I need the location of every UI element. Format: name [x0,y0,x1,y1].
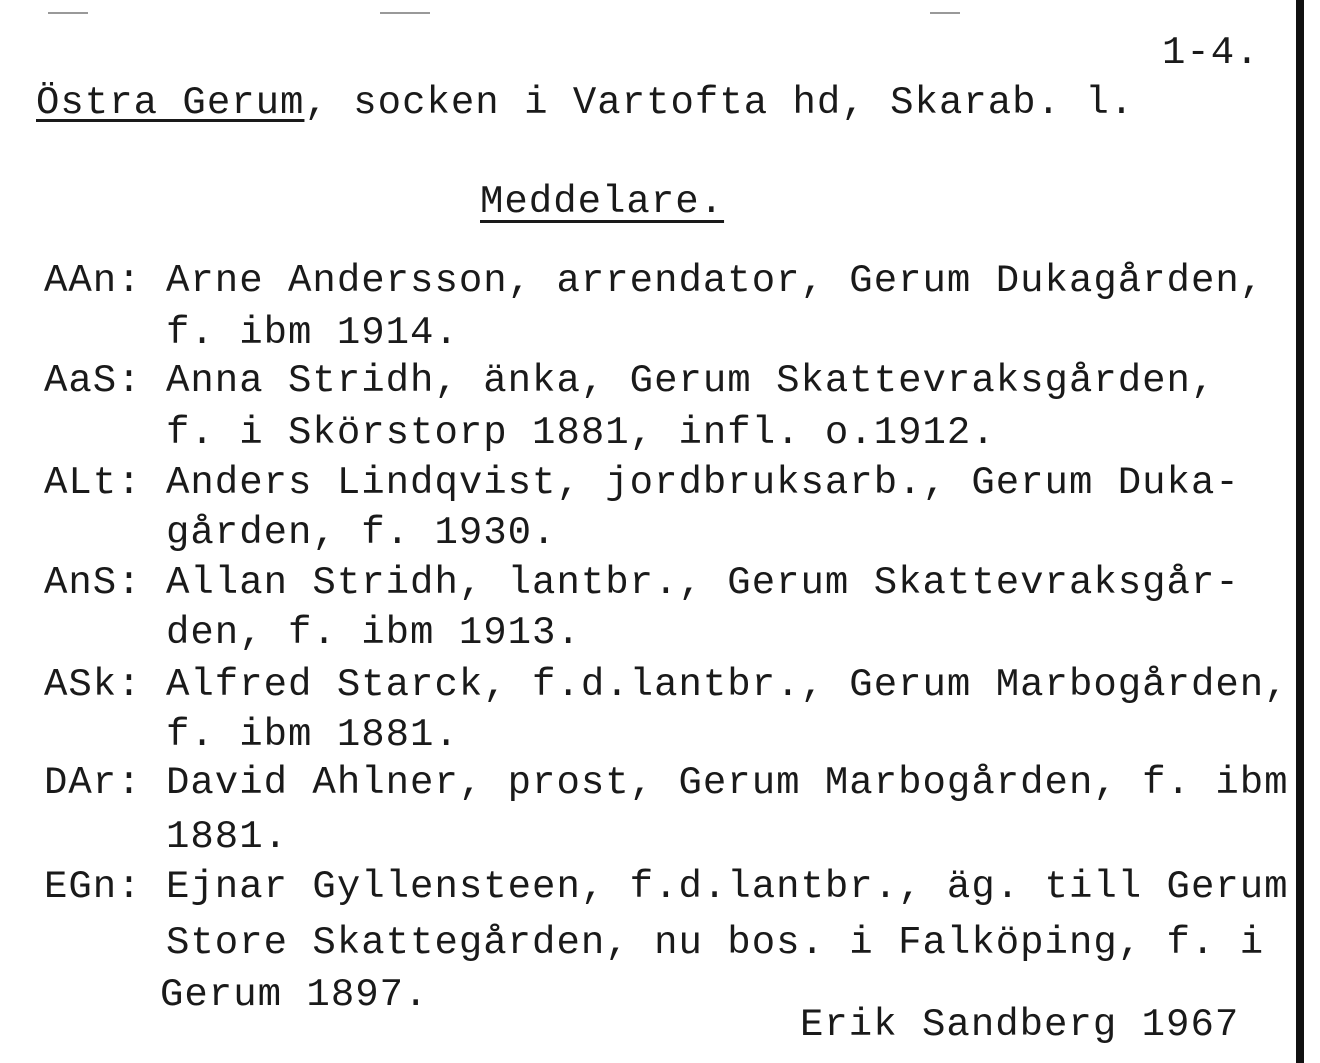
informant-code: AaS: [44,359,142,403]
scan-speck [930,12,960,14]
informant-line: f. i Skörstorp 1881, infl. o.1912. [166,411,996,455]
informant-code: AnS: [44,561,142,605]
informant-line: Arne Andersson, arrendator, Gerum Dukagården, [166,259,1265,303]
informant-line: Anna Stridh, änka, Gerum Skattevraksgården, [166,359,1216,403]
parish-description: , socken i Vartofta hd, Skarab. l. [304,81,1135,125]
informant-line: Anders Lindqvist, jordbruksarb., Gerum Duka- [166,461,1240,505]
informant-line: 1881. [166,815,289,859]
informant-code: EGn: [44,865,142,909]
parish-heading [36,81,1135,125]
informant-code: ALt: [44,461,142,505]
page-number: 1-4. [1162,31,1260,75]
informant-code: ASk: [44,663,142,707]
informant-line: Alfred Starck, f.d.lantbr., Gerum Marbogården, [166,663,1289,707]
section-title: Meddelare. [480,180,725,224]
parish-name: Östra Gerum [36,81,305,125]
informant-line: Ejnar Gyllensteen, f.d.lantbr., äg. till Gerum [166,865,1289,909]
informant-line: den, f. ibm 1913. [166,611,581,655]
informant-line: Gerum 1897. [160,973,429,1017]
informant-line: Store Skattegården, nu bos. i Falköping, f. i [166,921,1265,965]
informant-line: David Ahlner, prost, Gerum Marbogården, f. ibm [166,761,1289,805]
informant-code: DAr: [44,761,142,805]
informant-line: Allan Stridh, lantbr., Gerum Skattevraksgår- [166,561,1240,605]
informant-line: gården, f. 1930. [166,511,557,555]
informant-line: f. ibm 1914. [166,311,459,355]
scan-speck [380,12,430,14]
scan-speck [48,12,88,14]
informant-code: AAn: [44,259,142,303]
signature: Erik Sandberg 1967 [800,1003,1240,1047]
informant-line: f. ibm 1881. [166,713,459,757]
card-edge-line [1296,0,1304,1063]
